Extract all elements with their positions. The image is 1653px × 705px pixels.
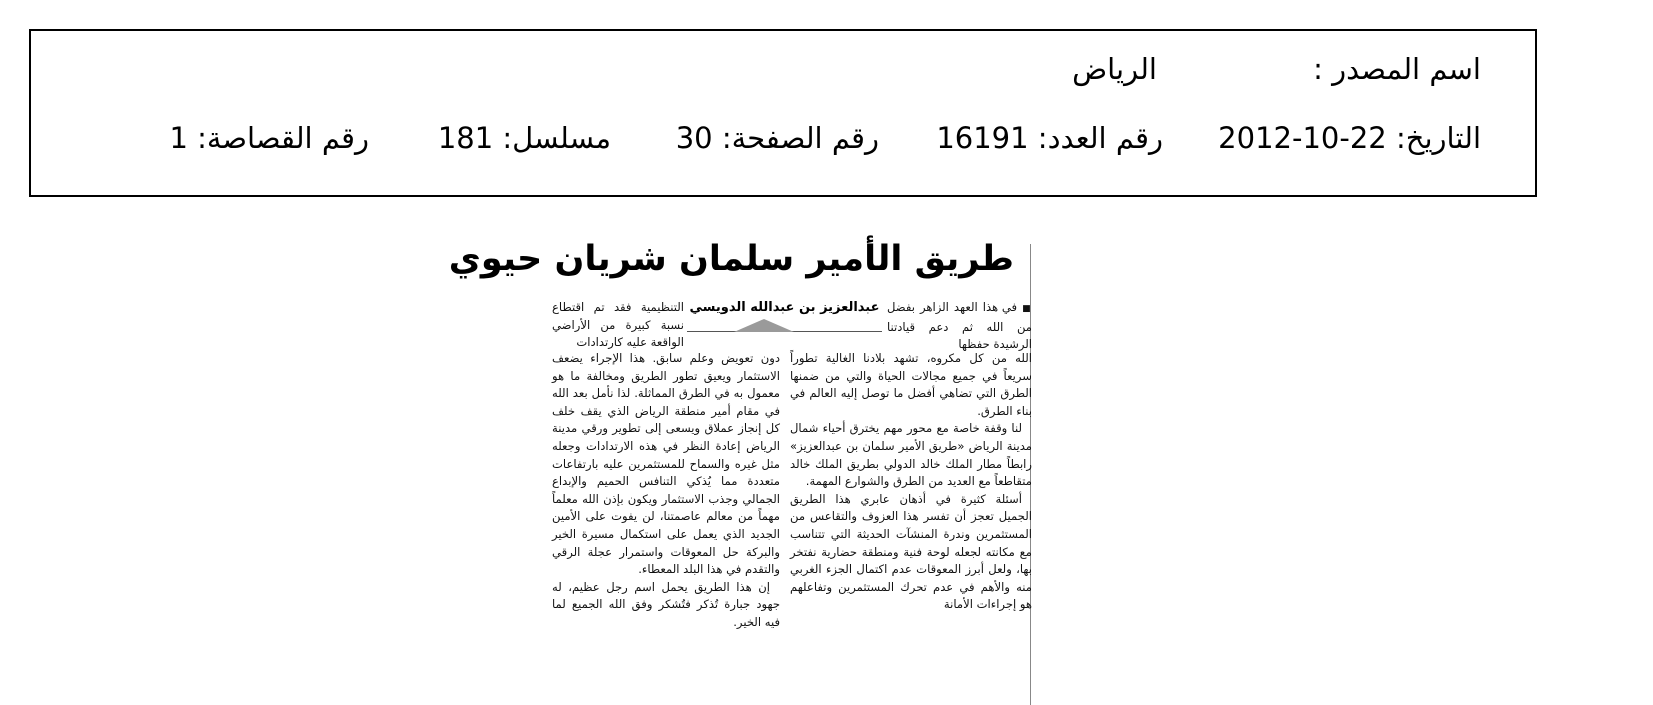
article-left-top-text [552,299,684,352]
paragraph: لنا وقفة خاصة مع محور مهم يخترق أحياء شمال مدينة الرياض «طريق الأمير سلمان بن عبدالعزيز» رابطاً مطار الملك خالد الدولي بطريق الملك خالد متقاطعاً مع العديد من الطرق والشوارع المهمة. [790,421,1032,489]
bullet-icon: ■ [1022,304,1032,314]
left-top-paragraph: التنظيمية فقد تم اقتطاع نسبة كبيرة من الأراضي الواقعة عليه كارتدادات [552,300,684,350]
newspaper-clipping [448,232,1032,705]
article-right-column [790,350,1032,614]
paragraph: الله من كل مكروه، تشهد بلادنا الغالية تطوراً سريعاً في جميع مجالات الحياة والتي من ضمنها الطرق التي تضاهي أفضل ما توصل إليه العالم في بناء الطرق. [790,351,1032,418]
clip-number-field: رقم القصاصة: 1 [169,121,369,155]
article-lead-text [887,299,1032,354]
paragraph: دون تعويض وعلم سابق. هذا الإجراء يضعف الاستثمار ويعيق تطور الطريق ومخالفة ما هو معمول به في الطرق المماثلة. لذا نأمل بعد الله في مقام أمير منطقة الرياض الذي يقف خلف كل إنجاز عملاق ويسعى إلى تطوير ورقي مدينة الرياض إعادة النظر في هذه الارتدادات وجعله مثل غيره والسماح للمستثمرين عليه بارتفاعات متعددة مما يُذكي التنافس الحميم والإبداع الجمالي وجذب الاستثمار ويكون بإذن الله معلماً مهماً من معالم عاصمتنا، لن يفوت على الأمين الجديد الذي يعمل على استكمال مسيرة الخير والبركة حل المعوقات واستمرار عجلة الرقي والتقدم في هذا البلد المعطاء. [552,351,780,577]
article-byline: عبدالعزيز بن عبدالله الدويسي [689,300,880,315]
article-headline: طريق الأمير سلمان شريان حيوي [448,239,1014,279]
metadata-box [29,29,1537,197]
serial-field: مسلسل: 181 [437,121,611,155]
source-value: الرياض [1072,52,1157,86]
page-number-field: رقم الصفحة: 30 [675,121,879,155]
byline-rule [687,319,882,333]
triangle-ornament-icon [734,319,794,332]
issue-number-field: رقم العدد: 16191 [936,121,1163,155]
byline-block [687,299,882,333]
paragraph: أسئلة كثيرة في أذهان عابري هذا الطريق الجميل تعجز أن تفسر هذا العزوف والتقاعس من المستثمرين وندرة المنشآت الحديثة التي تتناسب مع مكانته لجعله لوحة فنية ومنطقة حضارية نفتخر بها، ولعل أبرز المعوقات عدم اكتمال الجزء الغربي منه والأهم في عدم تحرك المستثمرين وتفاعلهم هو إجراءات الأمانة [790,491,1032,612]
article-left-column [552,350,780,632]
source-label: اسم المصدر : [1313,52,1481,86]
paragraph: إن هذا الطريق يحمل اسم رجل عظيم، له جهود جبارة تُذكر فتُشكر وفق الله الجميع لما فيه الخير. [552,579,780,629]
date-field: التاريخ: 22-10-2012 [1218,121,1481,155]
lead-text: في هذا العهد الزاهر بفضل من الله ثم دعم قيادتنا الرشيدة حفظها [887,300,1032,352]
